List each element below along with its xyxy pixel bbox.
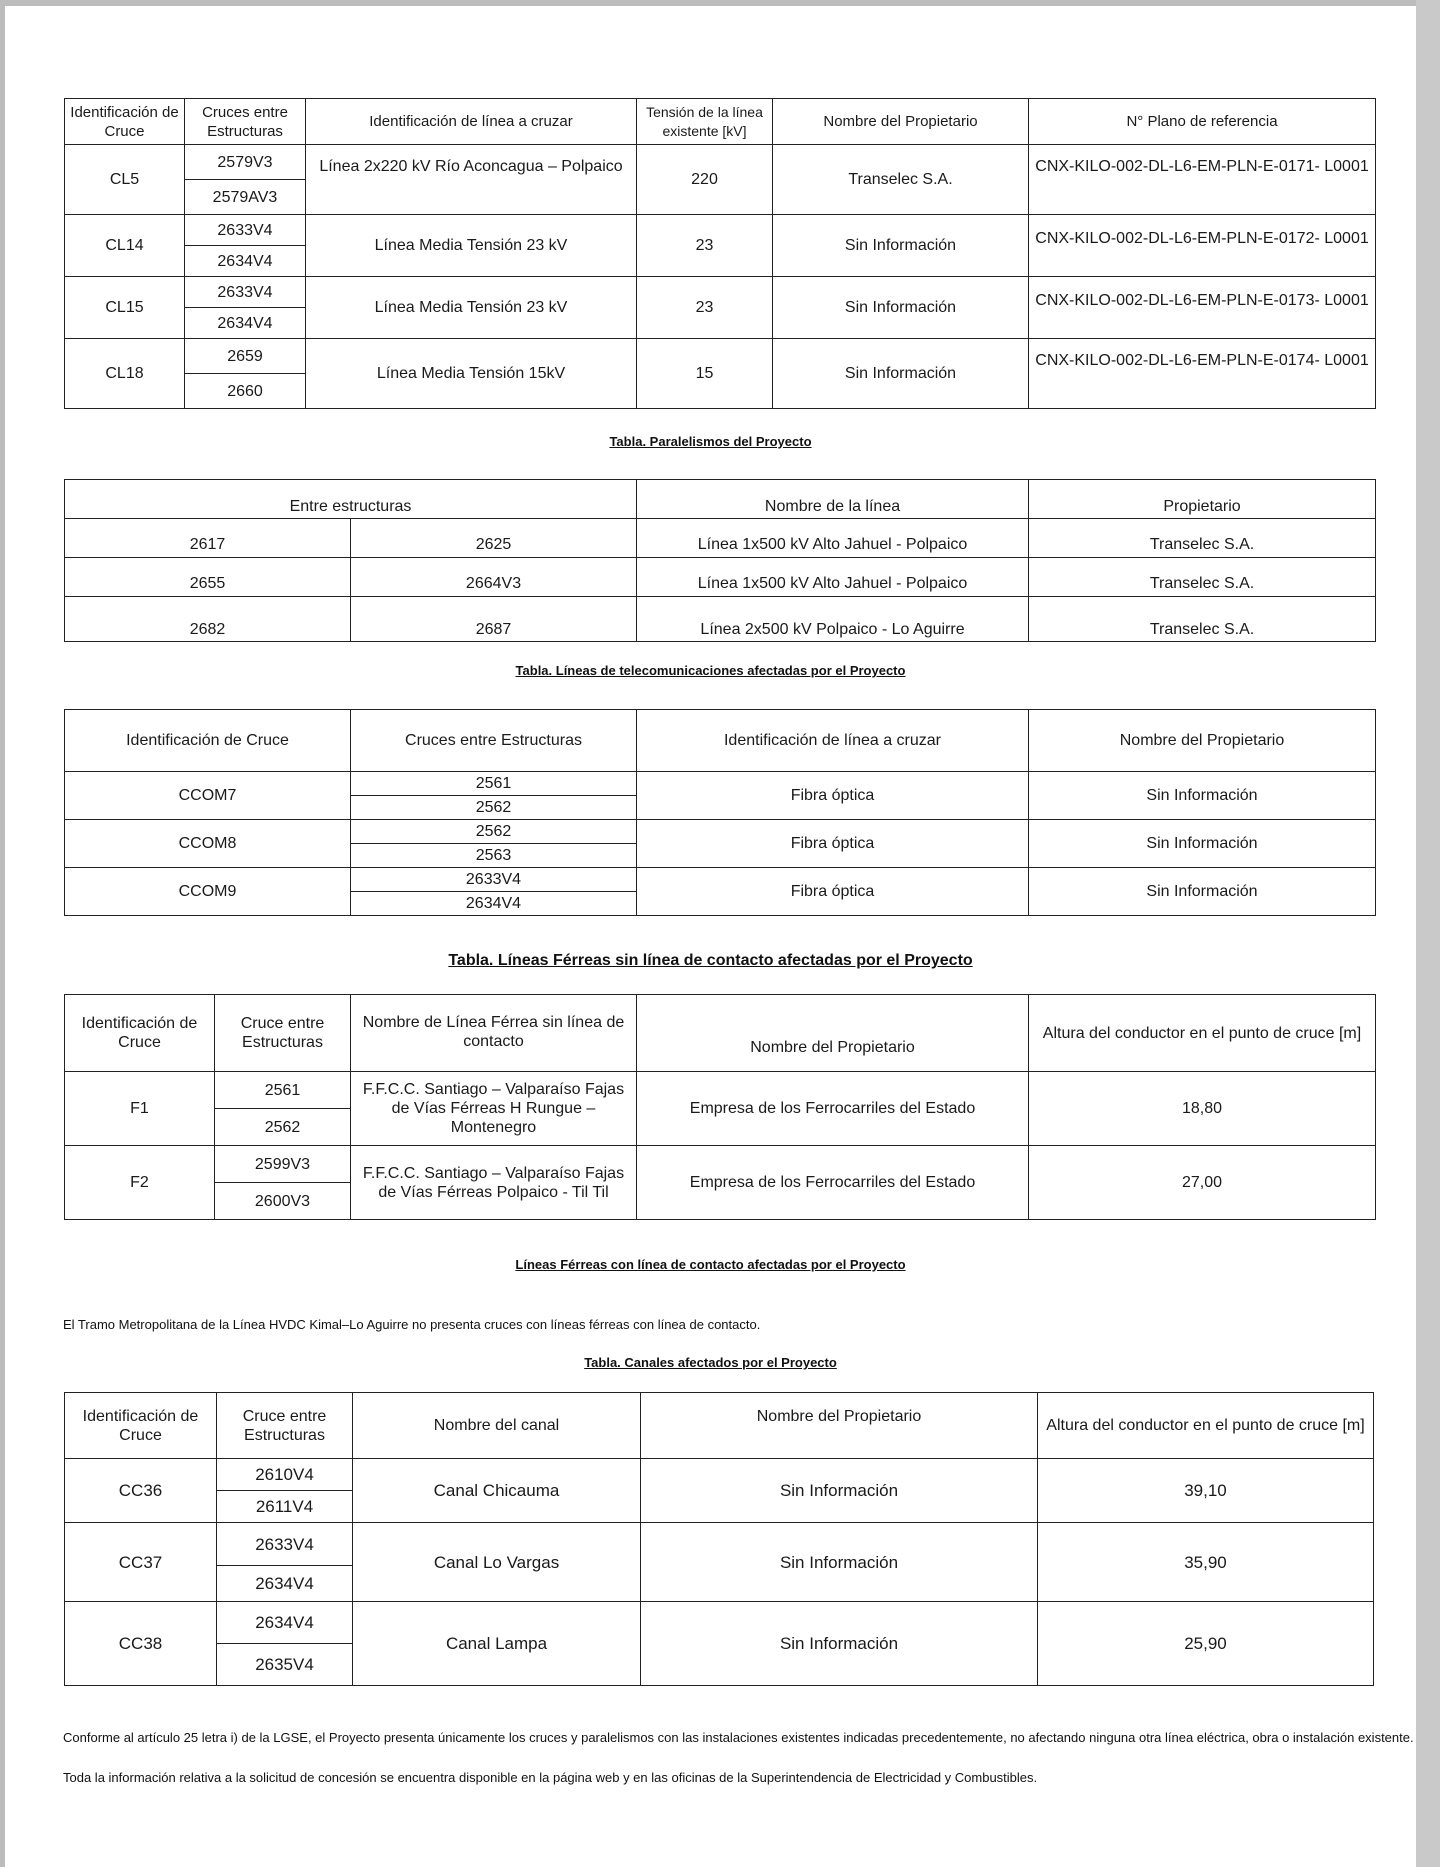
caption-rail: Tabla. Líneas Férreas sin línea de contacto afectadas por el Proyecto — [448, 952, 973, 969]
caption-parallels: Tabla. Paralelismos del Proyecto — [609, 434, 812, 449]
owner-name: Transelec S.A. — [1029, 519, 1376, 558]
canal-name: Canal Chicauma — [353, 1459, 641, 1523]
header-cell: Cruce entre Estructuras — [215, 995, 351, 1072]
header-cell: Nombre de Línea Férrea sin línea de contacto — [351, 995, 637, 1072]
structure-to: 2634V4 — [185, 246, 306, 277]
table-row — [65, 1072, 1376, 1109]
table-rail — [64, 994, 1376, 1220]
table-header-row — [65, 1393, 1374, 1459]
table-row — [65, 1146, 1376, 1183]
table-row — [65, 277, 1376, 308]
conductor-height: 25,90 — [1038, 1602, 1374, 1686]
owner-name: Sin Información — [641, 1602, 1038, 1686]
header-cell: Nombre del Propietario — [773, 99, 1029, 145]
owner-name: Sin Información — [641, 1523, 1038, 1602]
crossing-id: CCOM9 — [65, 868, 351, 916]
header-cell: Propietario — [1029, 480, 1376, 519]
table-row — [65, 868, 1376, 892]
rail-line-name: F.F.C.C. Santiago – Valparaíso Fajas de Vías Férreas Polpaico - Til Til — [351, 1146, 637, 1220]
structure-from: 2659 — [185, 339, 306, 374]
structure-to: 2634V4 — [351, 892, 637, 916]
caption-telecom: Tabla. Líneas de telecomunicaciones afectadas por el Proyecto — [515, 663, 906, 678]
line-name: Línea 2x500 kV Polpaico - Lo Aguirre — [637, 597, 1029, 642]
owner-name: Transelec S.A. — [1029, 597, 1376, 642]
crossing-id: CC37 — [65, 1523, 217, 1602]
table-row — [65, 558, 1376, 597]
header-cell: Cruce entre Estructuras — [217, 1393, 353, 1459]
crossing-id: CL14 — [65, 215, 185, 277]
canal-name: Canal Lampa — [353, 1602, 641, 1686]
structure-from: 2633V4 — [185, 277, 306, 308]
owner-name: Sin Información — [773, 277, 1029, 339]
crossing-id: CC38 — [65, 1602, 217, 1686]
header-cell: Altura del conductor en el punto de cruce [m] — [1029, 995, 1376, 1072]
owner-name: Transelec S.A. — [1029, 558, 1376, 597]
owner-name: Empresa de los Ferrocarriles del Estado — [637, 1072, 1029, 1146]
header-cell: Identificación de línea a cruzar — [306, 99, 637, 145]
structure-from: 2579V3 — [185, 145, 306, 180]
table-row — [65, 772, 1376, 796]
paragraph-info: Toda la información relativa a la solicitud de concesión se encuentra disponible en la página web y en las oficinas de la Superintendencia de Electricidad y Combustibles. — [63, 1770, 1038, 1785]
table-row — [65, 215, 1376, 246]
crossing-id: CL15 — [65, 277, 185, 339]
table-telecom — [64, 709, 1376, 916]
table-row — [65, 1602, 1374, 1644]
structure-from: 2599V3 — [215, 1146, 351, 1183]
structure-from: 2561 — [351, 772, 637, 796]
conductor-height: 27,00 — [1029, 1146, 1376, 1220]
line-name: Línea Media Tensión 23 kV — [306, 215, 637, 277]
structure-to: 2625 — [351, 519, 637, 558]
paragraph-rail-contact: El Tramo Metropolitana de la Línea HVDC Kimal–Lo Aguirre no presenta cruces con líneas férreas con línea de contacto. — [63, 1317, 761, 1332]
structure-from: 2561 — [215, 1072, 351, 1109]
structure-from: 2617 — [65, 519, 351, 558]
line-name: Fibra óptica — [637, 868, 1029, 916]
table-header-row — [65, 480, 1376, 519]
table-parallels — [64, 479, 1376, 642]
table-row — [65, 339, 1376, 374]
structure-to: 2634V4 — [217, 1566, 353, 1602]
owner-name: Sin Información — [1029, 820, 1376, 868]
header-cell: Nombre del Propietario — [641, 1393, 1038, 1459]
header-cell: Entre estructuras — [65, 480, 637, 519]
table-row — [65, 1459, 1374, 1491]
plan-reference: CNX-KILO-002-DL-L6-EM-PLN-E-0172- L0001 — [1029, 215, 1376, 277]
table-row — [65, 597, 1376, 642]
header-cell: Cruces entre Estructuras — [351, 710, 637, 772]
table-row — [65, 145, 1376, 180]
structure-to: 2563 — [351, 844, 637, 868]
table-row — [65, 820, 1376, 844]
header-cell: Identificación de Cruce — [65, 99, 185, 145]
table-header-row — [65, 995, 1376, 1072]
line-name: Línea Media Tensión 15kV — [306, 339, 637, 409]
owner-name: Sin Información — [773, 215, 1029, 277]
plan-reference: CNX-KILO-002-DL-L6-EM-PLN-E-0173- L0001 — [1029, 277, 1376, 339]
structure-from: 2633V4 — [185, 215, 306, 246]
structure-from: 2633V4 — [217, 1523, 353, 1566]
header-cell: Nombre del canal — [353, 1393, 641, 1459]
owner-name: Sin Información — [773, 339, 1029, 409]
structure-from: 2562 — [351, 820, 637, 844]
structure-from: 2610V4 — [217, 1459, 353, 1491]
header-cell: Altura del conductor en el punto de cruce [m] — [1038, 1393, 1374, 1459]
voltage-kv: 15 — [637, 339, 773, 409]
line-name: Línea Media Tensión 23 kV — [306, 277, 637, 339]
structure-to: 2562 — [351, 796, 637, 820]
conductor-height: 35,90 — [1038, 1523, 1374, 1602]
structure-to: 2635V4 — [217, 1644, 353, 1686]
header-cell: Nombre de la línea — [637, 480, 1029, 519]
structure-from: 2634V4 — [217, 1602, 353, 1644]
voltage-kv: 23 — [637, 215, 773, 277]
table-line-crossings — [64, 98, 1376, 409]
paragraph-lgse: Conforme al artículo 25 letra i) de la LGSE, el Proyecto presenta únicamente los cruces y paralelismos con las instalaciones existentes indicadas precedentemente, no afectando ninguna otra línea eléctrica, obra o instalación existente. — [63, 1730, 1414, 1745]
header-cell: Tensión de la línea existente [kV] — [637, 99, 773, 145]
structure-to: 2634V4 — [185, 308, 306, 339]
header-cell: Nombre del Propietario — [1029, 710, 1376, 772]
crossing-id: CL18 — [65, 339, 185, 409]
structure-to: 2687 — [351, 597, 637, 642]
line-name: Fibra óptica — [637, 772, 1029, 820]
structure-to: 2660 — [185, 374, 306, 409]
crossing-id: CC36 — [65, 1459, 217, 1523]
header-cell: Identificación de Cruce — [65, 1393, 217, 1459]
conductor-height: 18,80 — [1029, 1072, 1376, 1146]
header-cell: Nombre del Propietario — [637, 995, 1029, 1072]
table-header-row — [65, 99, 1376, 145]
owner-name: Sin Información — [1029, 772, 1376, 820]
crossing-id: CCOM7 — [65, 772, 351, 820]
structure-to: 2579AV3 — [185, 180, 306, 215]
canal-name: Canal Lo Vargas — [353, 1523, 641, 1602]
plan-reference: CNX-KILO-002-DL-L6-EM-PLN-E-0171- L0001 — [1029, 145, 1376, 215]
structure-from: 2682 — [65, 597, 351, 642]
crossing-id: CCOM8 — [65, 820, 351, 868]
line-name: Línea 1x500 kV Alto Jahuel - Polpaico — [637, 519, 1029, 558]
crossing-id: CL5 — [65, 145, 185, 215]
header-cell: Cruces entre Estructuras — [185, 99, 306, 145]
page-edge-shadow — [1416, 0, 1440, 1867]
rail-line-name: F.F.C.C. Santiago – Valparaíso Fajas de Vías Férreas H Rungue – Montenegro — [351, 1072, 637, 1146]
owner-name: Sin Información — [641, 1459, 1038, 1523]
owner-name: Transelec S.A. — [773, 145, 1029, 215]
crossing-id: F2 — [65, 1146, 215, 1220]
line-name: Fibra óptica — [637, 820, 1029, 868]
structure-to: 2611V4 — [217, 1491, 353, 1523]
header-cell: Identificación de Cruce — [65, 710, 351, 772]
header-cell: Identificación de línea a cruzar — [637, 710, 1029, 772]
owner-name: Empresa de los Ferrocarriles del Estado — [637, 1146, 1029, 1220]
line-name: Línea 1x500 kV Alto Jahuel - Polpaico — [637, 558, 1029, 597]
conductor-height: 39,10 — [1038, 1459, 1374, 1523]
crossing-id: F1 — [65, 1072, 215, 1146]
structure-from: 2655 — [65, 558, 351, 597]
table-header-row — [65, 710, 1376, 772]
table-row — [65, 1523, 1374, 1566]
voltage-kv: 23 — [637, 277, 773, 339]
table-canals — [64, 1392, 1374, 1686]
structure-to: 2600V3 — [215, 1183, 351, 1220]
structure-from: 2633V4 — [351, 868, 637, 892]
voltage-kv: 220 — [637, 145, 773, 215]
structure-to: 2664V3 — [351, 558, 637, 597]
caption-canals: Tabla. Canales afectados por el Proyecto — [584, 1355, 837, 1370]
document-page — [5, 6, 1416, 1867]
caption-rail-contact: Líneas Férreas con línea de contacto afectadas por el Proyecto — [515, 1257, 906, 1272]
line-name: Línea 2x220 kV Río Aconcagua – Polpaico — [306, 145, 637, 215]
header-cell: N° Plano de referencia — [1029, 99, 1376, 145]
plan-reference: CNX-KILO-002-DL-L6-EM-PLN-E-0174- L0001 — [1029, 339, 1376, 409]
structure-to: 2562 — [215, 1109, 351, 1146]
header-cell: Identificación de Cruce — [65, 995, 215, 1072]
owner-name: Sin Información — [1029, 868, 1376, 916]
table-row — [65, 519, 1376, 558]
